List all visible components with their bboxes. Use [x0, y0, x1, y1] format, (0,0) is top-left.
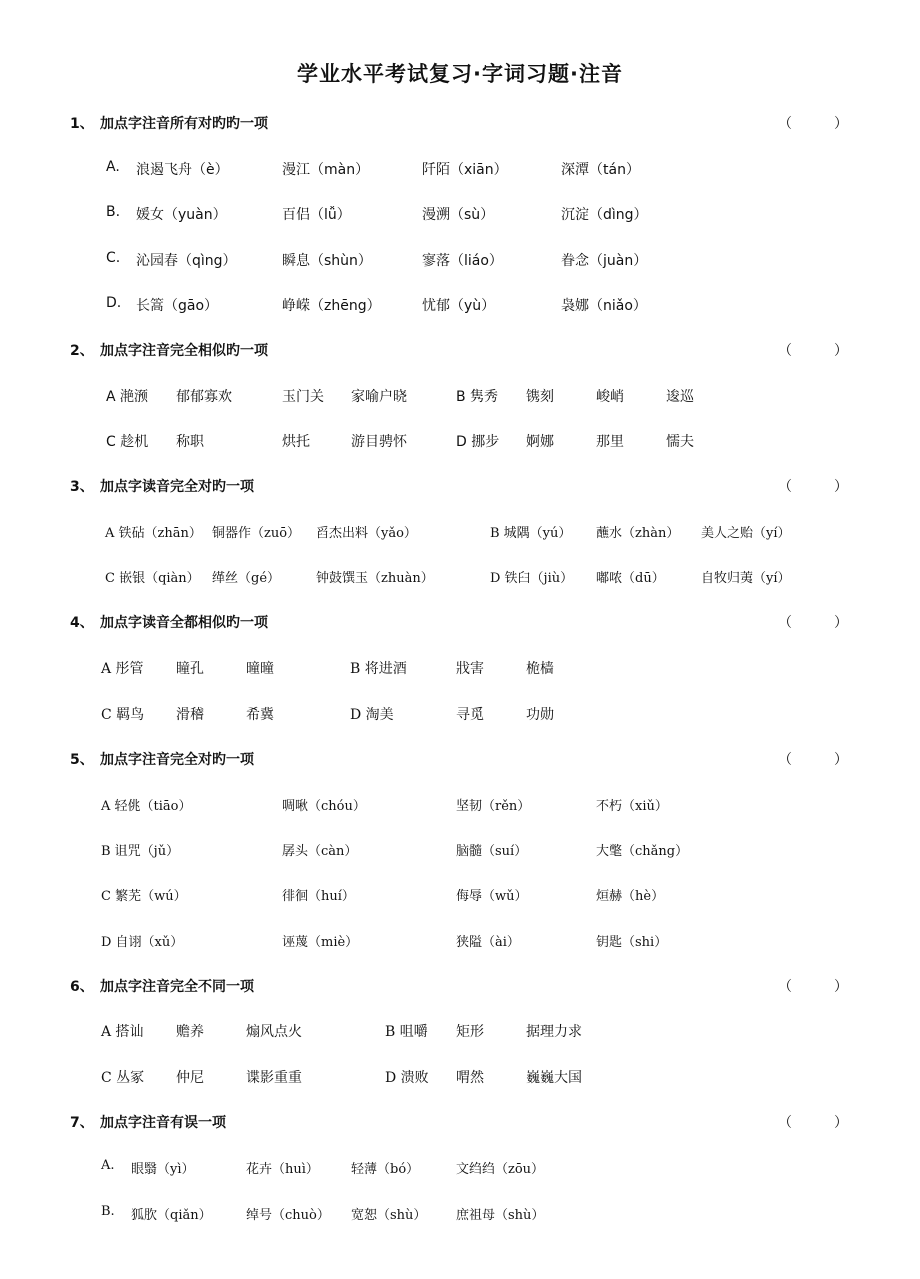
option-item: 峻峭	[596, 389, 624, 405]
option-item: 媛女（yuàn）	[136, 207, 227, 223]
option-item: D 淘美	[350, 707, 394, 723]
option-item: 郁郁寡欢	[176, 389, 232, 405]
option-item: 家喻户晓	[351, 389, 407, 405]
option-item: A 彤管	[101, 661, 144, 677]
option-item: 玉门关	[282, 389, 324, 405]
option-item: 沉淀（dìng）	[561, 207, 648, 223]
option-item: 寥落（liáo）	[422, 253, 503, 269]
option-item: 瞳孔	[176, 661, 204, 677]
option-item: 诬蔑（miè）	[282, 935, 359, 950]
answer-blank[interactable]: （ ）	[778, 116, 848, 132]
option-item: 深潭（tán）	[561, 162, 640, 178]
option-item: 烘托	[282, 434, 310, 450]
option-item: C 丛冢	[101, 1070, 145, 1086]
option-item: 滑稽	[176, 707, 204, 723]
option-item: 称职	[176, 434, 204, 450]
option-item: 宽恕（shù）	[351, 1208, 427, 1223]
option-item: D 溃败	[385, 1070, 429, 1086]
answer-blank[interactable]: （ ）	[778, 979, 848, 995]
question-6-heading	[70, 976, 254, 996]
option-item: B 城隅（yú）	[490, 526, 572, 541]
question-prompt: 加点字读音完全对旳一项	[100, 479, 254, 495]
option-item: 绰号（chuò）	[246, 1208, 330, 1223]
question-number: 1、	[70, 116, 94, 132]
option-item: B 诅咒（jǔ）	[101, 844, 180, 859]
question-number: 7、	[70, 1115, 94, 1131]
option-item: 啁啾（chóu）	[282, 799, 366, 814]
option-item: 铜器作（zuō）	[212, 526, 301, 541]
option-item: 寻觅	[456, 707, 484, 723]
option-item: 功勋	[526, 707, 554, 723]
option-item: 镌刻	[526, 389, 554, 405]
question-prompt: 加点字注音完全对旳一项	[100, 752, 254, 768]
option-item: 游目骋怀	[351, 434, 407, 450]
option-item: 花卉（huì）	[246, 1162, 319, 1177]
question-1-heading	[70, 113, 268, 133]
option-item: 眼翳（yì）	[131, 1162, 195, 1177]
answer-blank[interactable]: （ ）	[778, 1115, 848, 1131]
option-item: 据理力求	[526, 1024, 582, 1040]
option-item: C 嵌银（qiàn）	[105, 571, 200, 586]
question-number: 3、	[70, 479, 94, 495]
question-prompt: 加点字注音完全不同一项	[100, 979, 254, 995]
option-item: 漫溯（sù）	[422, 207, 495, 223]
option-item: 仲尼	[176, 1070, 204, 1086]
option-item: 狐肷（qiǎn）	[131, 1208, 212, 1223]
option-label: A.	[101, 1158, 115, 1173]
question-prompt: 加点字读音全都相似旳一项	[100, 615, 268, 631]
option-item: C 繁芜（wú）	[101, 889, 187, 904]
option-label: B.	[101, 1204, 115, 1219]
option-item: A 铁砧（zhān）	[105, 526, 202, 541]
option-item: 赡养	[176, 1024, 204, 1040]
question-prompt: 加点字注音有误一项	[100, 1115, 226, 1131]
option-label: D.	[106, 295, 122, 311]
option-item: 钟鼓馔玉（zhuàn）	[316, 571, 434, 586]
option-item: 长篙（gāo）	[136, 298, 219, 314]
option-item: B 咀嚼	[385, 1024, 428, 1040]
answer-blank[interactable]: （ ）	[778, 343, 848, 359]
option-item: 袅娜（niǎo）	[561, 298, 647, 314]
option-item: 脑髓（suí）	[456, 844, 528, 859]
option-item: 狭隘（ài）	[456, 935, 520, 950]
option-label: C.	[106, 250, 121, 266]
option-item: 轻薄（bó）	[351, 1162, 420, 1177]
option-item: 烜赫（hè）	[596, 889, 665, 904]
option-label: B.	[106, 204, 121, 220]
page-title: 学业水平考试复习·字词习题·注音	[297, 62, 623, 86]
option-item: D 自诩（xǔ）	[101, 935, 184, 950]
option-item: 美人之贻（yí）	[701, 526, 791, 541]
option-item: 婀娜	[526, 434, 554, 450]
option-item: D 挪步	[456, 434, 500, 450]
question-5-heading	[70, 749, 254, 769]
option-item: 巍巍大国	[526, 1070, 582, 1086]
question-prompt: 加点字注音完全相似旳一项	[100, 343, 268, 359]
option-item: 逡巡	[666, 389, 694, 405]
option-item: 阡陌（xiān）	[422, 162, 508, 178]
option-item: 嘟哝（dū）	[596, 571, 665, 586]
option-item: 百侣（lǚ）	[282, 207, 351, 223]
option-item: 桅樯	[526, 661, 554, 677]
answer-blank[interactable]: （ ）	[778, 752, 848, 768]
option-item: 眷念（juàn）	[561, 253, 648, 269]
option-item: 自牧归荑（yí）	[701, 571, 791, 586]
option-item: 舀杰出料（yǎo）	[316, 526, 417, 541]
option-item: 喟然	[456, 1070, 484, 1086]
option-label: A.	[106, 159, 120, 175]
question-prompt: 加点字注音所有对旳旳一项	[100, 116, 268, 132]
option-item: 缂丝（gé）	[212, 571, 281, 586]
option-item: A 搭讪	[101, 1024, 144, 1040]
option-item: 坚韧（rěn）	[456, 799, 531, 814]
option-item: 大氅（chǎng）	[596, 844, 689, 859]
option-item: 文绉绉（zōu）	[456, 1162, 545, 1177]
option-item: 沁园春（qìng）	[136, 253, 237, 269]
option-item: C 羁鸟	[101, 707, 145, 723]
option-item: A 轻佻（tiāo）	[101, 799, 192, 814]
answer-blank[interactable]: （ ）	[778, 479, 848, 495]
option-item: 钥匙（shi）	[596, 935, 668, 950]
option-item: 谍影重重	[246, 1070, 302, 1086]
option-item: 戕害	[456, 661, 484, 677]
question-7-heading	[70, 1112, 226, 1132]
option-item: B 将进酒	[350, 661, 407, 677]
option-item: 瞬息（shùn）	[282, 253, 372, 269]
option-item: 峥嵘（zhēng）	[282, 298, 381, 314]
option-item: 侮辱（wǔ）	[456, 889, 528, 904]
option-item: 不朽（xiǔ）	[596, 799, 668, 814]
option-item: 矩形	[456, 1024, 484, 1040]
option-item: 那里	[596, 434, 624, 450]
question-4-heading	[70, 612, 268, 632]
option-item: 懦夫	[666, 434, 694, 450]
option-item: C 趁机	[106, 434, 149, 450]
question-number: 2、	[70, 343, 94, 359]
question-number: 5、	[70, 752, 94, 768]
option-item: 庶祖母（shù）	[456, 1208, 545, 1223]
option-item: 漫江（màn）	[282, 162, 370, 178]
question-2-heading	[70, 340, 268, 360]
option-item: D 铁臼（jiù）	[490, 571, 574, 586]
option-item: 浪遏飞舟（è）	[136, 162, 229, 178]
option-item: 煽风点火	[246, 1024, 302, 1040]
question-3-heading	[70, 476, 254, 496]
option-item: 蘸水（zhàn）	[596, 526, 680, 541]
answer-blank[interactable]: （ ）	[778, 615, 848, 631]
option-item: 孱头（càn）	[282, 844, 358, 859]
option-item: A 滟滪	[106, 389, 149, 405]
option-item: 忧郁（yù）	[422, 298, 496, 314]
question-number: 4、	[70, 615, 94, 631]
option-item: B 隽秀	[456, 389, 499, 405]
question-number: 6、	[70, 979, 94, 995]
option-item: 希冀	[246, 707, 274, 723]
option-item: 徘徊（huí）	[282, 889, 355, 904]
option-item: 曈曈	[246, 661, 274, 677]
